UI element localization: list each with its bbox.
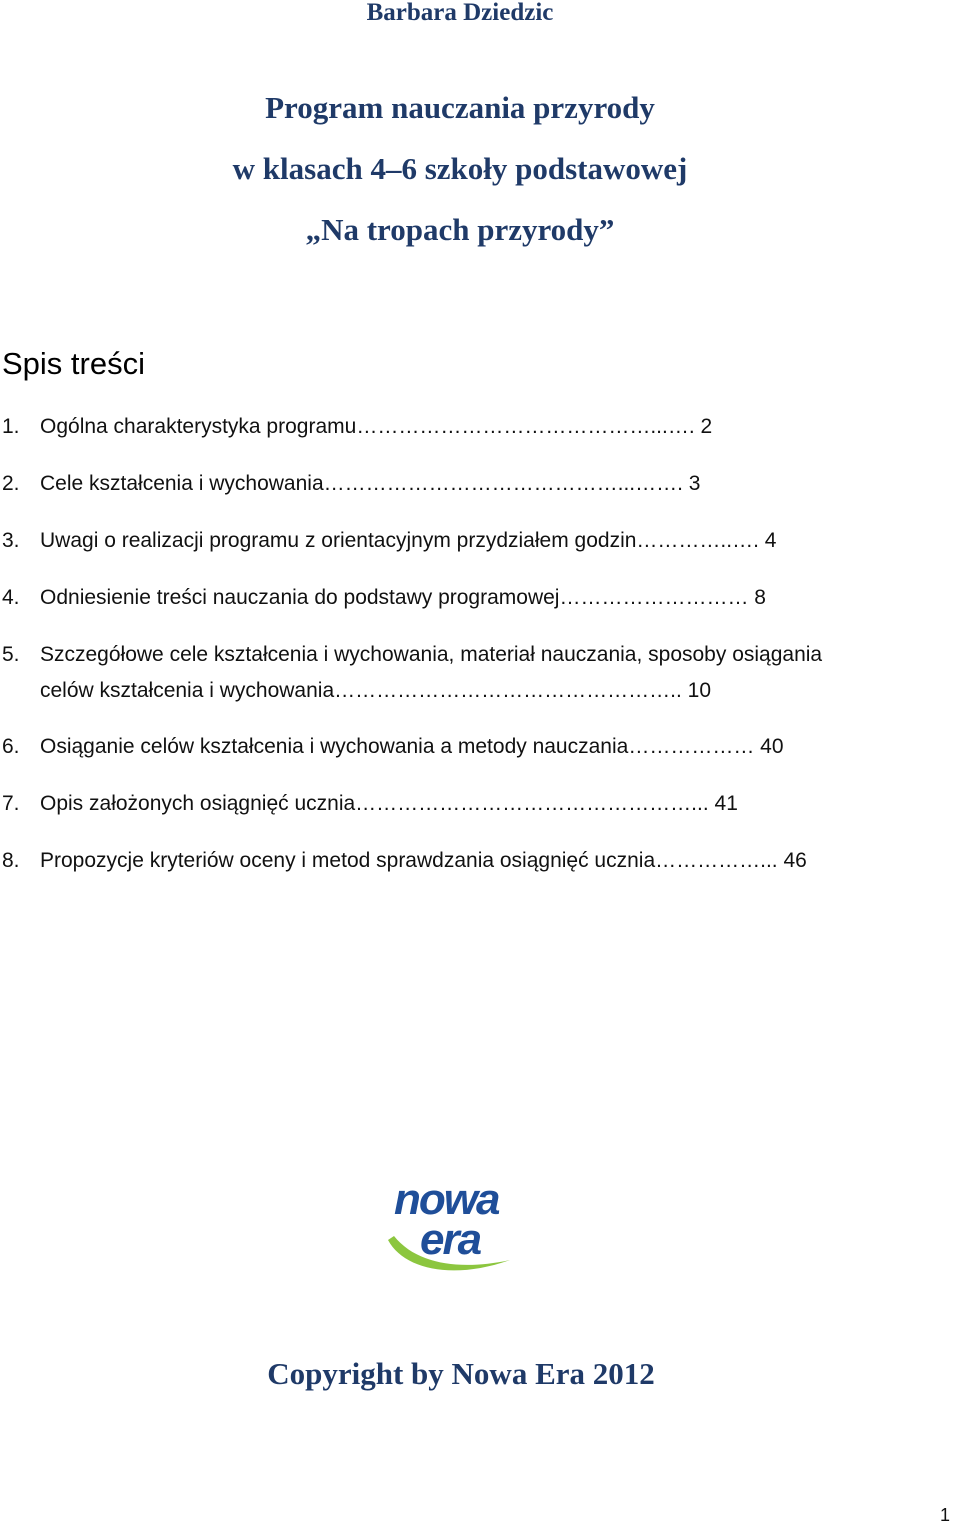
toc-heading: Spis treści	[2, 346, 145, 381]
copyright-notice: Copyright by Nowa Era 2012	[267, 1356, 655, 1391]
toc-item-number: 8.	[2, 849, 20, 872]
document-title-line-2: w klasach 4–6 szkoły podstawowej	[232, 151, 688, 186]
toc-item-text: Propozycje kryteriów oceny i metod sprawdzania osiągnięć ucznia……………... 46	[40, 849, 807, 872]
toc-item-number: 7.	[2, 792, 20, 815]
document-title-line-1: Program nauczania przyrody	[265, 90, 655, 125]
toc-item-text: Ogólna charakterystyka programu……………………………………...…. 2	[40, 415, 713, 438]
logo-word-era: era	[420, 1215, 481, 1264]
logo-word-nowa: nowa	[394, 1175, 499, 1224]
toc-item-number: 6.	[2, 735, 20, 758]
page-number: 1	[940, 1505, 951, 1525]
toc-item-text: Cele kształcenia i wychowania……………………………………...……. 3	[40, 472, 701, 495]
toc-item-text: Szczegółowe cele kształcenia i wychowania, materiał nauczania, sposoby osiągania	[40, 643, 823, 666]
toc-item-text: Osiąganie celów kształcenia i wychowania a metody nauczania……………… 40	[40, 735, 784, 758]
toc-item-number: 2.	[2, 472, 20, 495]
nowa-era-logo	[382, 1170, 530, 1280]
toc-item-text-continuation: celów kształcenia i wychowania………………………………………….. 10	[40, 679, 711, 702]
document-title-line-3: „Na tropach przyrody”	[305, 212, 615, 247]
toc-item-number: 1.	[2, 415, 20, 438]
toc-item-text: Opis założonych osiągnięć ucznia…………………………………………... 41	[40, 792, 738, 815]
toc-item-text: Odniesienie treści nauczania do podstawy programowej……………………… 8	[40, 586, 766, 609]
author-name: Barbara Dziedzic	[366, 0, 554, 26]
toc-item-number: 4.	[2, 586, 20, 609]
toc-item-text: Uwagi o realizacji programu z orientacyjnym przydziałem godzin…………..…. 4	[40, 529, 777, 552]
toc-item-number: 3.	[2, 529, 20, 552]
toc-item-number: 5.	[2, 643, 20, 666]
